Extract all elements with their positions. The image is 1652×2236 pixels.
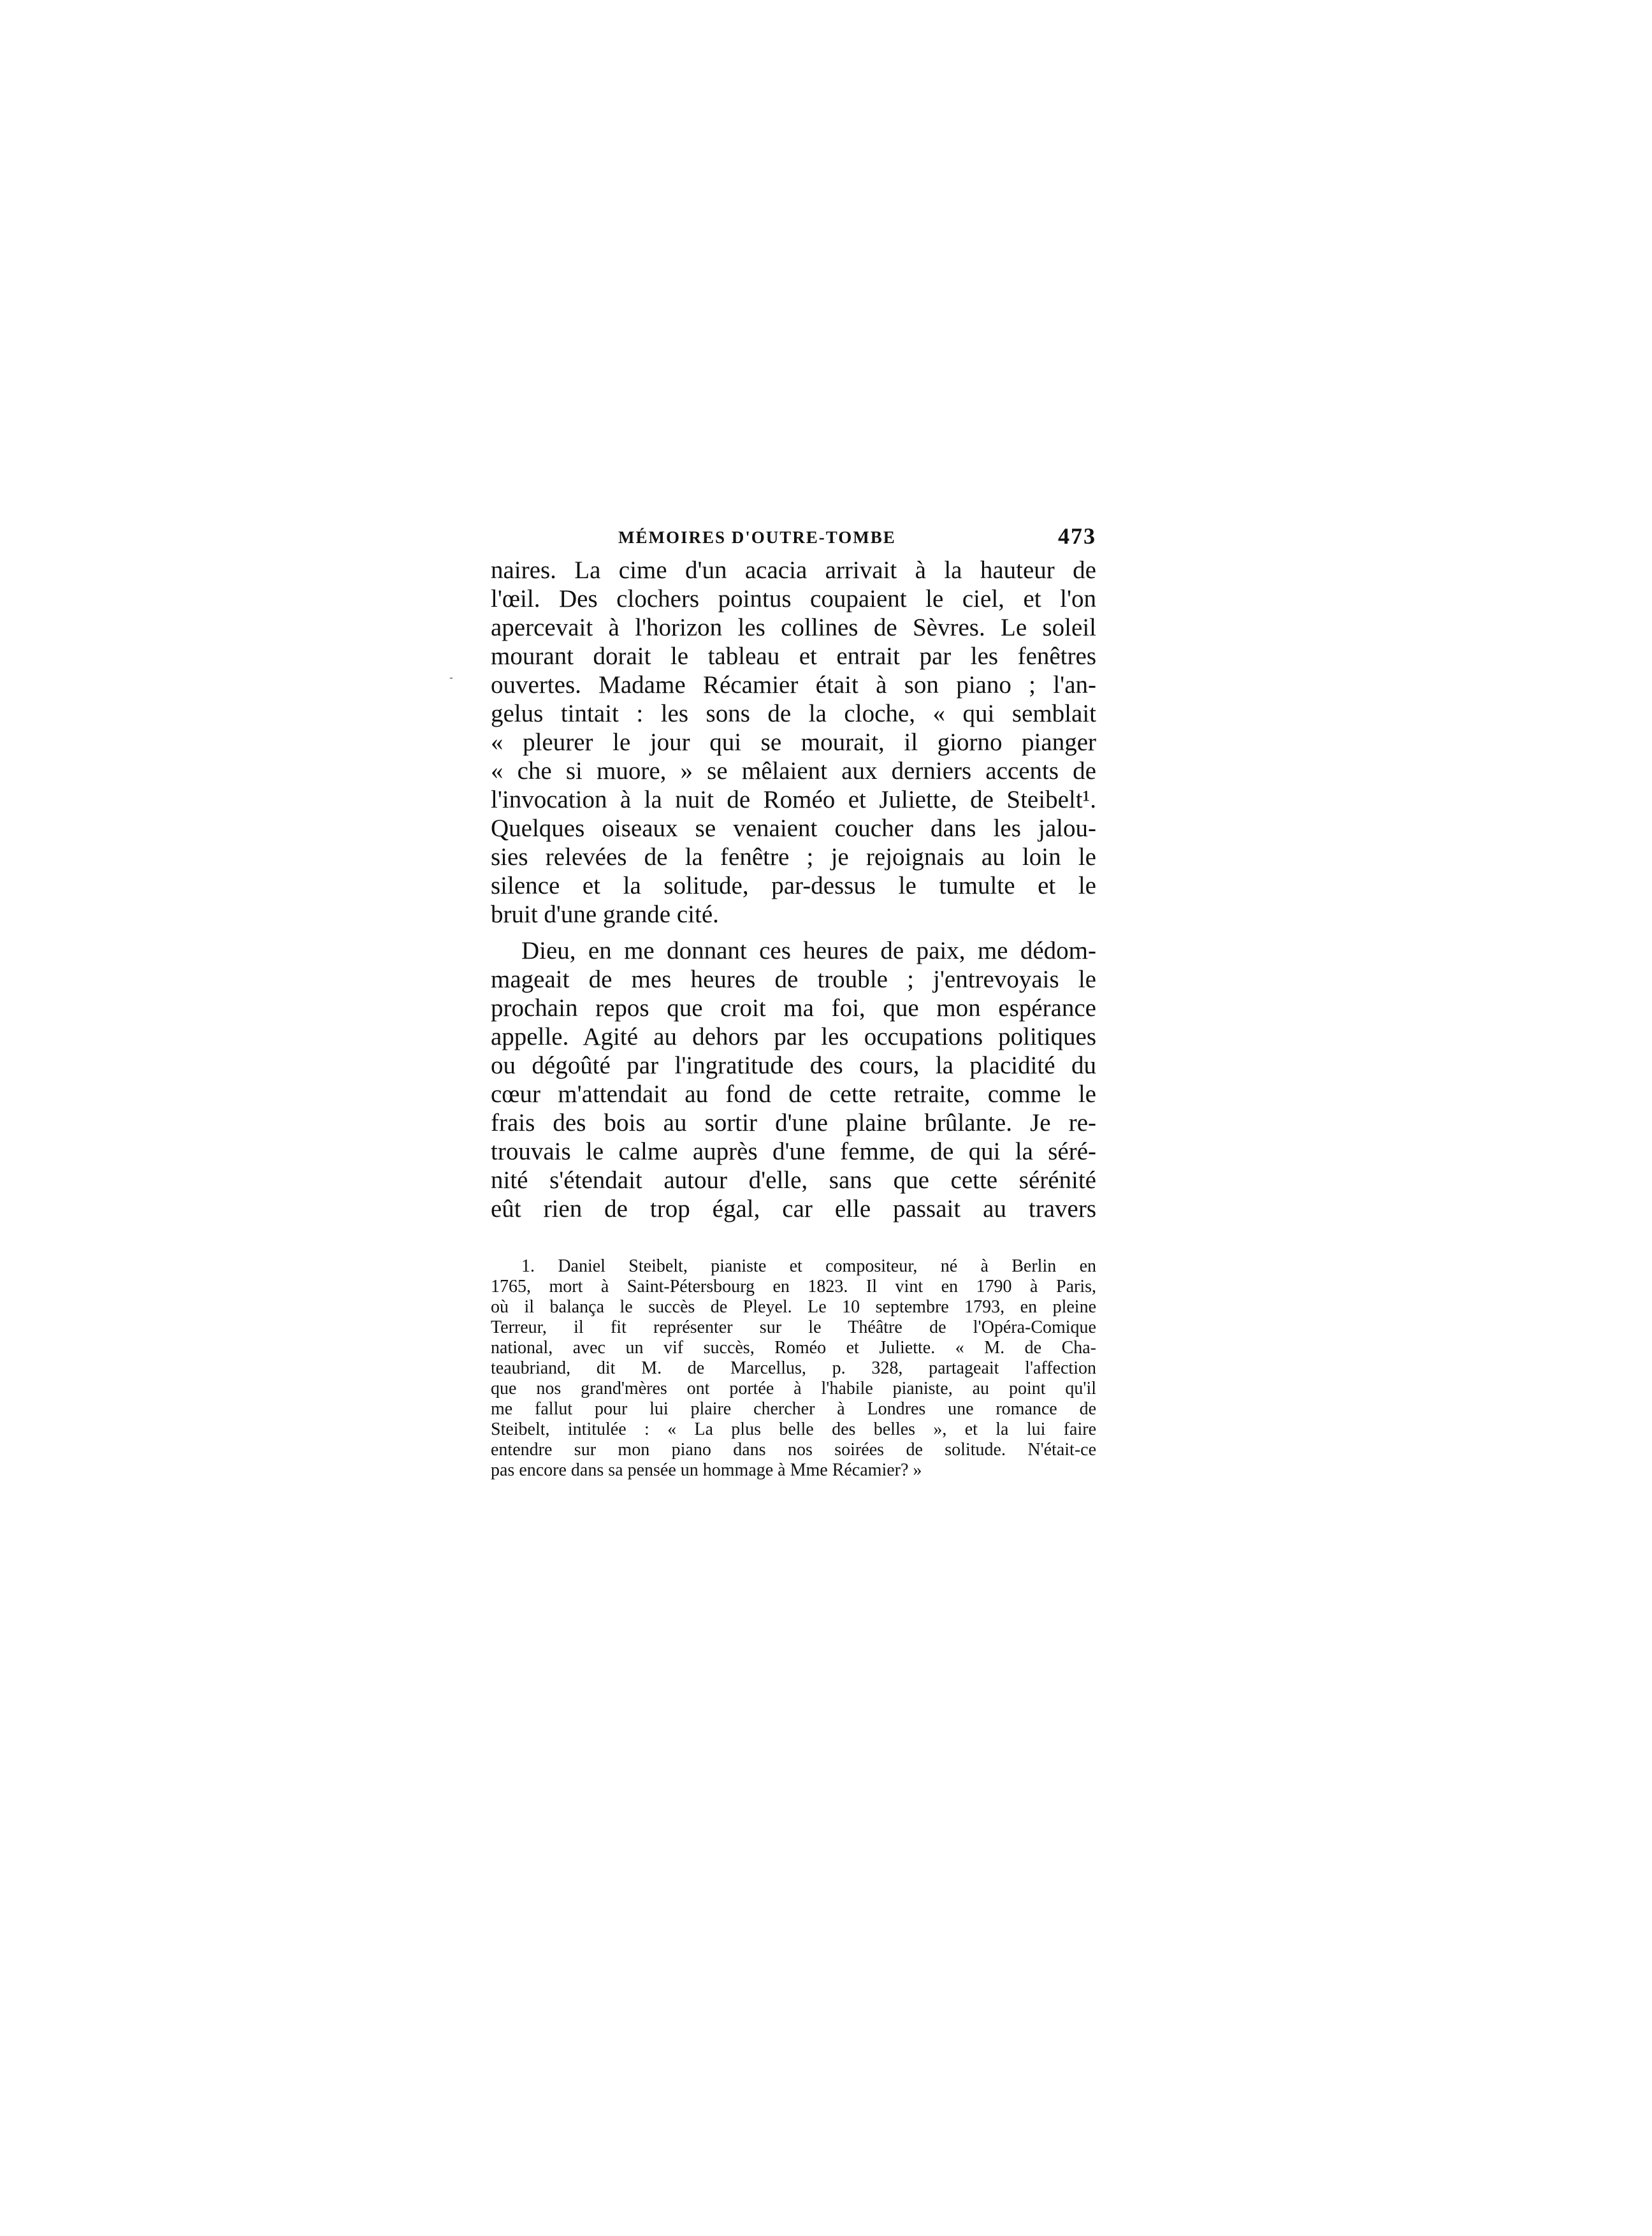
paragraph-1	[491, 556, 1096, 929]
footnote-line: 1765, mort à Saint-Pétersbourg en 1823. Il vint en 1790 à Paris,	[491, 1277, 1096, 1296]
footnote-separator	[792, 1241, 795, 1245]
text-line: « che si muore, » se mêlaient aux derniers accents de	[491, 757, 1096, 785]
text-line: l'œil. Des clochers pointus coupaient le ciel, et l'on	[491, 585, 1096, 613]
footnote-line: entendre sur mon piano dans nos soirées de solitude. N'était-ce	[491, 1440, 1096, 1460]
text-line: trouvais le calme auprès d'une femme, de qui la séré-	[491, 1138, 1096, 1165]
footnote	[491, 1256, 1096, 1481]
footnote-line: me fallut pour lui plaire chercher à Londres une romance de	[491, 1399, 1096, 1419]
text-line: cœur m'attendait au fond de cette retraite, comme le	[491, 1080, 1096, 1108]
text-line: l'invocation à la nuit de Roméo et Juliette, de Steibelt¹.	[491, 786, 1096, 813]
footnote-line: Terreur, il fit représenter sur le Théâtre de l'Opéra-Comique	[491, 1318, 1096, 1337]
running-head	[491, 523, 1096, 556]
page-number: 473	[1058, 523, 1096, 549]
text-line: prochain repos que croit ma foi, que mon espérance	[491, 994, 1096, 1022]
footnote-line: que nos grand'mères ont portée à l'habile pianiste, au point qu'il	[491, 1379, 1096, 1398]
page-content	[491, 523, 1096, 1481]
text-line: apercevait à l'horizon les collines de Sèvres. Le soleil	[491, 614, 1096, 641]
text-line: frais des bois au sortir d'une plaine brûlante. Je re-	[491, 1109, 1096, 1136]
text-line: eût rien de trop égal, car elle passait au travers	[491, 1195, 1096, 1223]
running-title: MÉMOIRES D'OUTRE-TOMBE	[618, 528, 896, 547]
text-line: appelle. Agité au dehors par les occupations politiques	[491, 1023, 1096, 1050]
paragraph-gap	[491, 929, 1096, 936]
footnote-line: pas encore dans sa pensée un hommage à Mme Récamier? »	[491, 1460, 922, 1480]
text-line: gelus tintait : les sons de la cloche, « qui semblait	[491, 700, 1096, 727]
text-line: silence et la solitude, par-dessus le tumulte et le	[491, 872, 1096, 899]
text-line: mourant dorait le tableau et entrait par les fenêtres	[491, 642, 1096, 670]
text-line: « pleurer le jour qui se mourait, il giorno pianger	[491, 729, 1096, 756]
footnote-line: 1. Daniel Steibelt, pianiste et compositeur, né à Berlin en	[521, 1256, 1096, 1276]
text-line: mageait de mes heures de trouble ; j'entrevoyais le	[491, 966, 1096, 993]
text-line: sies relevées de la fenêtre ; je rejoignais au loin le	[491, 843, 1096, 871]
paragraph-2	[491, 936, 1096, 1223]
footnote-line: national, avec un vif succès, Roméo et Juliette. « M. de Cha-	[491, 1338, 1096, 1358]
text-line: ou dégoûté par l'ingratitude des cours, la placidité du	[491, 1052, 1096, 1079]
footnote-line: Steibelt, intitulée : « La plus belle des belles », et la lui faire	[491, 1419, 1096, 1439]
text-line: Dieu, en me donnant ces heures de paix, me dédom-	[521, 937, 1096, 964]
text-line: nité s'étendait autour d'elle, sans que cette sérénité	[491, 1166, 1096, 1194]
body-text	[491, 556, 1096, 1223]
stray-mark	[450, 678, 453, 679]
text-line: naires. La cime d'un acacia arrivait à la hauteur de	[491, 556, 1096, 584]
footnote-line: teaubriand, dit M. de Marcellus, p. 328, partageait l'affection	[491, 1358, 1096, 1378]
text-line: bruit d'une grande cité.	[491, 901, 719, 928]
text-line: ouvertes. Madame Récamier était à son piano ; l'an-	[491, 671, 1096, 699]
text-line: Quelques oiseaux se venaient coucher dans les jalou-	[491, 815, 1096, 842]
footnote-line: où il balança le succès de Pleyel. Le 10 septembre 1793, en pleine	[491, 1297, 1096, 1317]
